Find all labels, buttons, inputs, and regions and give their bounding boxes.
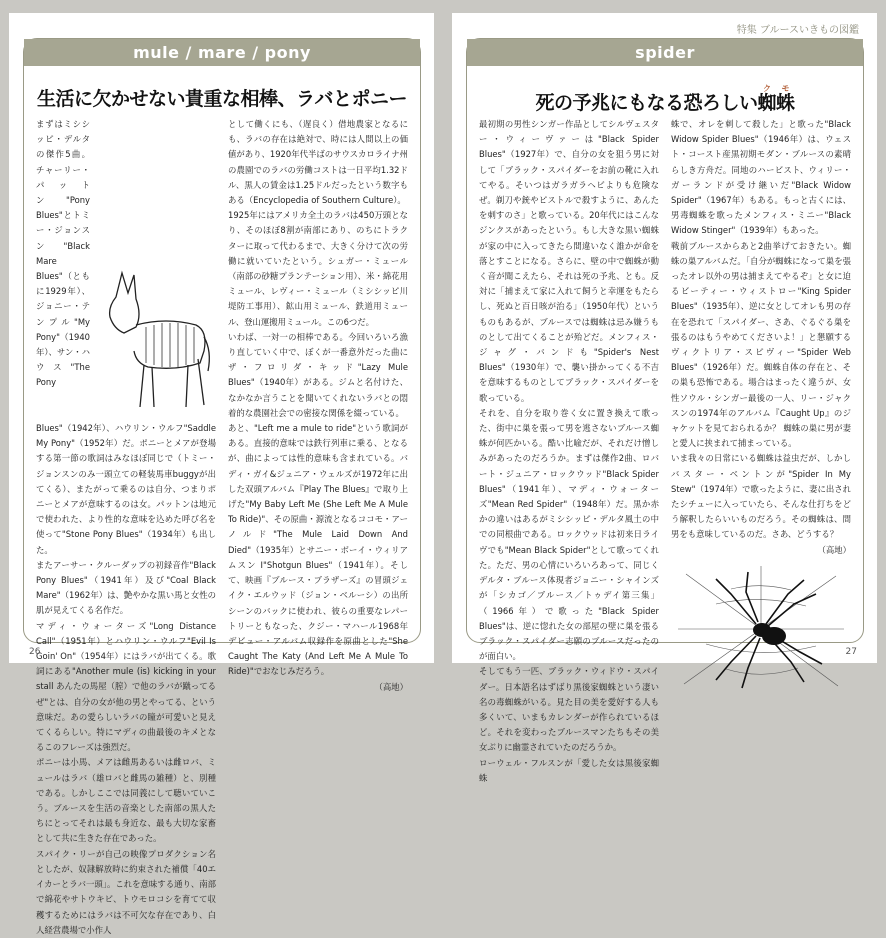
article-headline-spider — [467, 84, 863, 115]
spider-illustration — [676, 564, 846, 694]
right-page — [452, 13, 877, 783]
mule-text-col1: まずはミシシッピ・デルタの傑作5曲。チャーリー・パットン"Pony Blues"とトミー・ジョンスン"Black Mare Blues"（ともに1929年）、ジョニー・テンプル"My Pony"（1940年）、サン・ハウス"The Pony Blues"（1942年）、ハウリン・ウルフ"Saddle My Pony"（1952年）だ。ポニーとメアが登場する第一節の歌詞はみなほぼ同じで（トミー・ジョンスンのみ一頭立ての軽装馬車buggyが出てくる）、またがって乗るのは自分、つまりポニーとメアが意味するのは女。パットンは地元で使われた、より性的な意味を込めた呼び名を使って"Stone Pony Blues"（1934年）も出した。 またアーサー・クルーダップの初録音作"Black Pony Blues"（1941年）及び"Coal Black Mare"（1962年）は、艶やかな黒い馬と女性の肌が見えてくる名作だ。 マディ・ウォーターズ"Long Distance Call"（1951年）とハウリン・ウルフ"Evil Is Goin' On"（1954年）にはラバが出てくる。歌詞にある"Another mule (is) kicking in your stall あんたの馬屋（膣）で他のラバが蹴ってるぜ"とは、自分の女が他の男とやってる、という意味だ。あの愛らしいラバの瞳が可愛いと見えてくるらしい。特にマディの曲最後のキメとなるこのフレーズは強烈だ。 ポニーは小馬、メアは雌馬あるいは雌ロバ、ミュールはラバ（雄ロバと雌馬の雑種）と、別種である。しかしここでは同義にして聴いていこう。ブルースを生活の音楽とした南部の黒人たちにとってそれは最も身近な、最も大切な家畜として共に生きた存在であった。 スパイク・リーが自己の映像プロダクション名としたが、奴隷解放時に約束された補償「40エイカーとラバ一頭」。これを意味する通り、南部で綿花やサトウキビ、トウモロコシを育てて収穫するためにはラバは不可欠な存在であり、白人経営農場で小作人 — [36, 119, 216, 935]
headline-text: 死の予兆にもなる恐ろしい — [535, 92, 758, 114]
headline-furigana: クモ — [757, 84, 795, 93]
article-columns-mule — [36, 117, 408, 935]
headline-ruby — [757, 84, 795, 114]
section-band-spider: spider — [467, 39, 863, 66]
spider-article-frame — [466, 38, 864, 783]
column-2 — [671, 117, 851, 634]
page-number-right: 27 — [845, 647, 857, 657]
spider-text-col1: 最初期の男性シンガー作品としてシルヴェスター・ウィーヴァーは"Black Spider Blues"（1927年）で、自分の女を狙う男に対して「ブラック・スパイダーをお前の靴に入れてやる。そいつはガラガラヘビよりも危険なぜ。剃刀や銃やピストルで殺すように、あんたを刺すのさ」と歌っている。20年代にはこんなジンクスがあったという。もし大きな黒い蜘蛛が家の中に入ってきたら間違いなく誰かが命を落とすことになる。さらに、壁の中で蜘蛛が動く音が聞こえたら、それは死の予兆、とも。反対に「捕まえて家に入れて飼うと幸運をもたらし、死ぬと百日咳が治る」（1950年代）というものもあるが、ブルースでは蜘蛛は忌み嫌うものとして出てくることが殆どだ。メンフィス・ジャグ・バンドも"Spider's Nest Blues"（1930年）で、襲い掛かってくる不吉を意味するものとしてブラック・スパイダーを歌っている。 それを、自分を取り巻く女に置き換えて歌った、街中に巣を張って男を逃さないブルース蜘蛛が何匹かいる。酷い比喩だが、それだけ憎しみがあったのだろうか。まずは傑作2曲、ロバート・ジュニア・ロックウッド"Black Spider Blues"（1941年）、マディ・ウォーターズ"Mean Red Spider"（1948年）だ。黒か赤かの違いはあるがミシシッピ・デルタ風土の中での同根曲である。ロックウッドは初来日ライヴでも"Mean Black Spider"として歌ってくれた。ただ、男の心情にいろいろあって、同じくデルタ・ブルース体現者ジョニー・シャインズが「シカゴ／ブルース／トゥデイ第三集」（1966年）で歌った"Black Spider Blues"は、逆に惚れた女の部屋の壁に巣を張るブラック・スパイダー志願のブルースだったのが面白い。 そしてもう一匹、ブラック・ウィドウ・スパイダー。日本語名はずばり黒後家蜘蛛という凄い名の毒蜘蛛がいる。見た目の美を愛好する人も多くいて、いまもカレンダーが作られているほど。それを変わったブルースマンたちもその美女ぶりに幽霊されていたのだろうか。 ローウェル・フルスンが「愛した女は黒後家蜘蛛 — [479, 119, 659, 783]
column-2 — [228, 117, 408, 692]
spider-text-col2: 蛛で、オレを刺して殺した」と歌った"Black Widow Spider Blues"（1946年）は、ウェスト・コースト産黒初期モダン・ブルースの素晴らしき方舟だ。同地のハービスト、ウィリー・ガーランドが受け継いだ"Black Widow Spider"（1967年）もある。もっと古くには、男毒蜘蛛を歌ったメンフィス・ミニー"Black Widow Stinger"（1939年）もあった。 戦前ブルースからあと2曲挙げておきたい。蜘蛛の巣アルバムだ。「自分が蜘蛛になって巣を張ったオレ以外の男は捕まえてやるぞ」と女に迫るビーティー・ウィストロー"King Spider Blues"（1935年）、逆に女としてオレも男の存在を恐れて「スパイダー、さあ、ぐるぐる巣を張るのはもうやめてくださいよ！」と懇願するヴィクトリア・スピヴィー"Spider Web Blues"（1926年）だ。蜘蛛自体の存在と、その巣も恐怖である。場合はまったく違うが、女性ソウル・シンガー最後の一人、リー・ジャクスンの1974年のアルバム『Caught Up』のジャケットを見ておられるか？ 蜘蛛の巣に男が妻と愛人に挟まれて捕まっている。 いま我々の日常にいる蜘蛛は益虫だが、しかしバスター・ベントンが"Spider In My Stew"（1974年）で歌ったように、妻に出されたシチューに入っていたら、そんな仕打ちをどう解釈したらいいものだろう。その蜘蛛は、間男をも意味しているのだ。さあ、どうする？ — [671, 119, 851, 540]
section-band-mule: mule / mare / pony — [24, 39, 420, 66]
mule-text-col2: として働くにも、（遅良く）借地農家となるにも、ラバの存在は絶対で、時には人間以上の価値があり、1920年代半ばのサウスカロライナ州の農園でのラバの労働コストは一日平均1.32ドル、黒人の賃金は1.25ドルだったという数字もある（Encyclopedia of Southern Culture）。 1925年にはアメリカ全土のラバは450万頭となり、そのほぼ8割が南部にあり、のちにトラクターに取って代わるまで、大きく分けて次の労働に就いていたという。シュガー・ミュール（南部の砂糖プランテーション用）、米・綿花用ミュール、レヴィー・ミュール（ミシシッピ川堤防工事用）、鉱山用ミュール、鉄道用ミュール、登山運搬用ミュール。この6つだ。 いわば、一対一の相棒である。今回いろいろ漁り直していく中で、ぼくが一番意外だった曲にザ・フロリダ・キッド"Lazy Mule Blues"（1940年）がある。ジムと名付けた、なかなか言うことを聞いてくれないラバとの悶着的な農園社会での密接な関係を綴っている。 あと、"Left me a mule to ride"という歌詞がある。直接的意味では鉄行列車に乗る、となるが、曲によっては性的意味も含まれている。バディ・ガイ&ジュニア・ウェルズが1972年に出した双頭アルバム『Play The Blues』で取り上げた"My Baby Left Me (She Left Me A Mule To Ride)"、その原曲・源流となるココモ・アーノルド"The Mule Laid Down And Died"（1935年）とサニー・ボーイ・ウィリアムスン I"Shotgun Blues"（1941年）。そして、映画『ブルース・ブラザーズ』の冒頭ジェイク・エルウッド（ジョン・ベルーシ）の出所シーンのバックに使われ、彼らの重要なレパートリーともなった、クジー・マハール1968年デビュー・アルバム収録作を原曲とした"She Caught The Katy (And Left Me A Mule To Ride)"でおなじみだろう。 — [228, 119, 408, 677]
column-1 — [479, 117, 659, 783]
left-page — [9, 13, 434, 935]
article-headline-mule: 生活に欠かせない貴重な相棒、ラバとポニー — [36, 88, 407, 110]
author-signature: （高地） — [817, 544, 851, 555]
article-columns-spider — [479, 117, 851, 783]
headline-kanji: 蜘蛛 — [757, 92, 795, 114]
donkey-illustration — [96, 267, 216, 417]
page-number-left: 26 — [29, 647, 41, 657]
feature-title: 特集 ブルースいきもの図鑑 — [736, 25, 859, 36]
column-1 — [36, 117, 216, 935]
author-signature: （高地） — [374, 681, 408, 692]
